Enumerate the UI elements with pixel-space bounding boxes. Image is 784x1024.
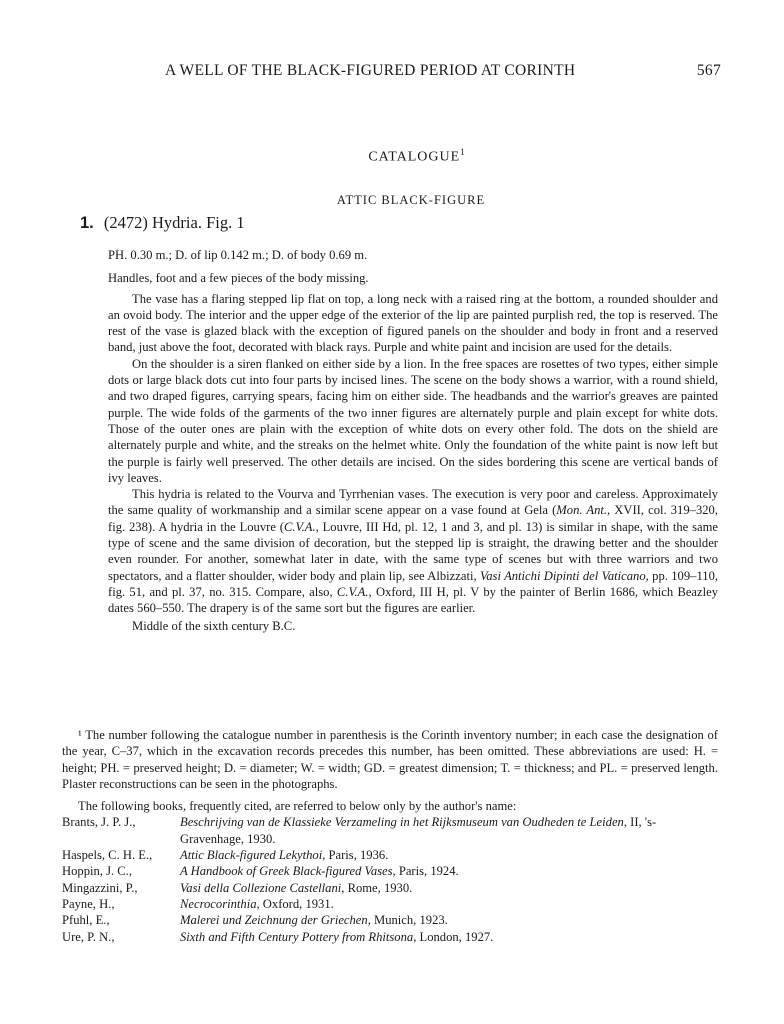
page-number: 567 xyxy=(696,62,721,79)
bibliography-author: Ure, P. N., xyxy=(62,929,115,944)
bibliography-title: A Handbook of Greek Black-figured Vases xyxy=(180,864,393,879)
catalogue-heading-text: CATALOGUE xyxy=(368,149,461,165)
bibliography-work xyxy=(180,863,718,879)
text-span: , XVII, col. 319–320, fig. 238). A hydria in the Louvre ( xyxy=(108,503,718,534)
bibliography-details: , Paris, 1936. xyxy=(322,848,389,863)
bibliography-details: , Oxford, 1931. xyxy=(256,896,334,911)
bibliography-work xyxy=(180,912,718,928)
bibliography-entry xyxy=(62,929,718,945)
citation-title: C.V.A. xyxy=(336,584,369,599)
entry-body xyxy=(108,247,718,634)
text-span: , pp. 109–110, fig. 51, and pl. 37, no. 315. Compare, also, xyxy=(108,568,719,599)
running-title: A WELL OF THE BLACK-FIGURED PERIOD AT CORINTH xyxy=(165,62,576,79)
bibliography-entry xyxy=(62,863,718,879)
bibliography-work xyxy=(180,929,718,945)
citation-title: Vasi Antichi Dipinti del Vaticano xyxy=(479,568,646,583)
bibliography-title: Sixth and Fifth Century Pottery from Rhitsona xyxy=(180,929,414,944)
books-intro: The following books, frequently cited, are referred to below only by the author's name: xyxy=(78,799,517,814)
citation-title: C.V.A. xyxy=(284,519,316,534)
entry-title xyxy=(80,213,245,233)
footnote-area xyxy=(62,727,718,945)
bibliography-entry xyxy=(62,814,718,847)
entry-condition: Handles, foot and a few pieces of the body missing. xyxy=(108,271,369,286)
paragraph-decoration: On the shoulder is a siren flanked on either side by a lion. In the free spaces are rosettes of two types, either simple dots or large black dots cut into four parts by incised lines. The scene on the body shows a warrior, with a round shield, and two draped figures, carrying spears, facing him on either side. The headbands and the warrior's greaves are painted purple. The wide folds of the garments of the two inner figures are alternately purple and plain except for white dots. Those of the outer ones are plain with the exception of white dots on every other fold. The dots on the shield are alternately purple and white, and the streaks on the helmet white. Only the foundation of the white paint is now left but the purple is fairly well preserved. The other details are incised. On the sides bordering this scene are vertical bands of ivy leaves. xyxy=(108,356,718,485)
bibliography-entry xyxy=(62,912,718,928)
bibliography-details: , Munich, 1923. xyxy=(367,913,448,928)
entry-measurements: PH. 0.30 m.; D. of lip 0.142 m.; D. of body 0.69 m. xyxy=(108,248,368,262)
footnote: ¹ The number following the catalogue number in parenthesis is the Corinth inventory number; in each case the designation of the year, C–37, which in the excavation records precedes this number, has been omitted. These abbreviations are used: H. = height; PH. = preserved height; D. = diameter; W. = width; GD. = greatest dimension; T. = thickness; and PL. = preserved length. Plaster reconstructions can be seen in the photographs. xyxy=(62,728,718,791)
text-span: , Oxford, III H, pl. V by the painter of Berlin 1686, which Beazley dates 560–550. The drapery is of the same sort but the figures are earlier. xyxy=(108,584,718,616)
bibliography-work xyxy=(180,814,718,847)
bibliography-title: Necrocorinthia xyxy=(180,896,257,911)
bibliography-entry xyxy=(62,896,718,912)
bibliography-title: Attic Black-figured Lekythoi xyxy=(180,848,323,863)
bibliography-author: Haspels, C. H. E., xyxy=(62,848,153,863)
bibliography-work xyxy=(180,880,718,896)
bibliography-author: Payne, H., xyxy=(62,896,115,911)
bibliography-work xyxy=(180,847,718,863)
bibliography-entry xyxy=(62,847,718,863)
bibliography-title: Malerei und Zeichnung der Griechen xyxy=(180,913,368,928)
paragraph-description: The vase has a flaring stepped lip flat on top, a long neck with a raised ring at the bottom, a rounded shoulder and an ovoid body. The interior and the upper edge of the exterior of the lip are painted purplish red, the top is reserved. The rest of the vase is glazed black with the exception of figured panels on the shoulder and body in front and a reserved band, just above the foot, decorated with black rays. Purple and white paint and incision are used for the details. xyxy=(108,291,718,355)
text-span: This hydria is related to the Vourva and Tyrrhenian vases. The execution is very poor and careless. Approximately the same quality of workmanship and a similar scene appear on a vase found at Gela ( xyxy=(108,487,718,518)
bibliography-work xyxy=(180,896,718,912)
catalogue-heading xyxy=(0,147,784,166)
bibliography-details: , London, 1927. xyxy=(413,929,494,944)
bibliography-entry xyxy=(62,880,718,896)
bibliography-author: Hoppin, J. C., xyxy=(62,864,132,879)
entry-title-text: (2472) Hydria. Fig. 1 xyxy=(103,213,245,232)
entry-date: Middle of the sixth century B.C. xyxy=(132,618,296,633)
bibliography-title: Vasi della Collezione Castellani xyxy=(180,880,342,895)
bibliography-details: , II, 's-Gravenhage, 1930. xyxy=(180,815,657,846)
bibliography-details: , Paris, 1924. xyxy=(392,864,459,879)
citation-title: Mon. Ant. xyxy=(556,503,608,518)
entry-number: 1. xyxy=(80,214,94,232)
bibliography-author: Pfuhl, E., xyxy=(62,913,110,928)
bibliography-details: , Rome, 1930. xyxy=(341,880,413,895)
section-heading: ATTIC BLACK-FIGURE xyxy=(336,193,486,207)
bibliography-list xyxy=(62,814,718,944)
footnote-marker: 1 xyxy=(460,147,466,157)
bibliography-author: Brants, J. P. J., xyxy=(62,815,136,830)
text-span: , Louvre, III Hd, pl. 12, 1 and 3, and pl. 13) is similar in shape, with the same type of scene and the same division of decoration, but the stepped lip is straight, the drawing better and the shoulder even rounder. For another, somewhat later in date, with the same type of scenes but with three warriors and two spectators, and a flatter shoulder, wider body and plain lip, see Albizzati, xyxy=(108,519,718,583)
bibliography-title: Beschrijving van de Klassieke Verzameling in het Rijksmuseum van Oudheden te Leiden xyxy=(180,815,624,830)
bibliography-author: Mingazzini, P., xyxy=(62,880,138,895)
paragraph-comparison xyxy=(108,486,718,616)
